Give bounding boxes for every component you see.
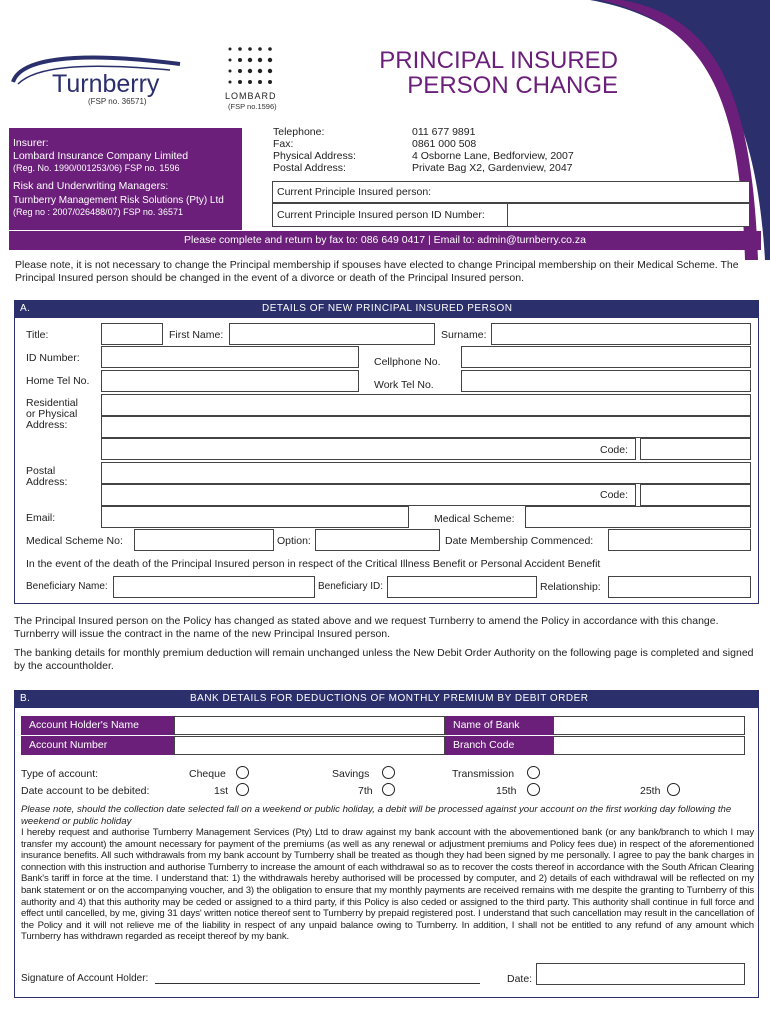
- turnberry-fsp: (FSP no. 36571): [88, 97, 147, 106]
- email-input[interactable]: [101, 506, 409, 528]
- beneficiary-note: In the event of the death of the Principal Insured person in respect of the Critical Illness Benefit or Personal Accident Benefit: [26, 558, 601, 570]
- signature-line[interactable]: [155, 983, 480, 984]
- first-name-input[interactable]: [229, 323, 435, 345]
- membership-note: Please note, it is not necessary to change the Principal membership if spouses have elected to change Principal membership on their Medical Scheme. The Principal Insured person should be changed in the event of a divorce or death of the Principal Insured person.: [15, 259, 739, 284]
- account-holder-input[interactable]: [174, 716, 445, 735]
- beneficiary-name-label: Beneficiary Name:: [26, 581, 108, 592]
- telephone-value: 011 677 9891: [412, 126, 476, 138]
- beneficiary-name-input[interactable]: [113, 576, 315, 598]
- postal-code-label: Code:: [600, 489, 629, 501]
- id-number-input[interactable]: [101, 346, 359, 368]
- insurer-name: Lombard Insurance Company Limited: [13, 150, 189, 162]
- current-principle-label: Current Principle Insured person:: [277, 186, 432, 198]
- beneficiary-id-input[interactable]: [387, 576, 537, 598]
- debit-1st-label: 1st: [214, 785, 229, 797]
- page-title: [340, 48, 618, 98]
- fax-banner: [9, 231, 761, 250]
- option-input[interactable]: [315, 529, 440, 551]
- account-number-input[interactable]: [174, 736, 445, 755]
- residential-line-2[interactable]: [101, 416, 751, 438]
- date-commenced-label: Date Membership Commenced:: [445, 535, 594, 547]
- branch-code-input[interactable]: [553, 736, 745, 755]
- postal-line-1[interactable]: [101, 462, 751, 484]
- rm-label: Risk and Underwriting Managers:: [13, 180, 169, 192]
- current-principle-id-field[interactable]: [272, 203, 750, 227]
- telephone-label: Telephone:: [273, 126, 325, 138]
- relationship-label: Relationship:: [540, 581, 601, 593]
- residential-code-input[interactable]: [640, 438, 751, 460]
- debit-7th-radio[interactable]: [382, 783, 395, 796]
- insurer-reg: (Reg. No. 1990/001253/06) FSP no. 1596: [13, 163, 180, 173]
- current-principle-id-label: Current Principle Insured person ID Number:: [277, 209, 485, 221]
- account-number-label: Account Number: [21, 736, 174, 755]
- insurer-panel: [9, 128, 242, 230]
- email-label: Email:: [26, 512, 56, 524]
- postal-label-1: Postal: [26, 465, 56, 477]
- work-tel-label: Work Tel No.: [374, 379, 434, 391]
- rm-reg: (Reg no : 2007/026488/07) FSP no. 36571: [13, 207, 183, 217]
- section-a-header: [14, 300, 759, 318]
- section-b-title: BANK DETAILS FOR DEDUCTIONS OF MONTHLY PREMIUM BY DEBIT ORDER: [190, 693, 589, 704]
- signature-label: Signature of Account Holder:: [21, 973, 149, 984]
- branch-code-label: Branch Code: [445, 736, 553, 755]
- surname-input[interactable]: [491, 323, 751, 345]
- physical-address-label: Physical Address:: [273, 150, 356, 162]
- section-a-title: DETAILS OF NEW PRINCIPAL INSURED PERSON: [262, 303, 513, 314]
- fax-banner-text: Please complete and return by fax to: 086 649 0417 | Email to: admin@turnberry.co.za: [184, 234, 586, 246]
- policy-change-note: The Principal Insured person on the Policy has changed as stated above and we request Turnberry to amend the Policy in accordance with this change. Turnberry will issue the contract in the name of the new Principal Insured person.: [14, 615, 719, 640]
- banking-note: The banking details for monthly premium deduction will remain unchanged unless the New Debit Order Authority on the following page is completed and signed by the accountholder.: [14, 647, 754, 672]
- residential-code-label: Code:: [600, 444, 629, 456]
- first-name-label: First Name:: [169, 329, 224, 341]
- title-input[interactable]: [101, 323, 163, 345]
- beneficiary-id-label: Beneficiary ID:: [318, 581, 384, 592]
- option-label: Option:: [277, 535, 311, 547]
- transmission-radio[interactable]: [527, 766, 540, 779]
- postal-label-2: Address:: [26, 476, 68, 488]
- cheque-radio[interactable]: [236, 766, 249, 779]
- postal-address-value: Private Bag X2, Gardenview, 2047: [412, 162, 573, 174]
- title-label: Title:: [26, 329, 49, 341]
- medical-scheme-input[interactable]: [525, 506, 751, 528]
- debit-authority-text: I hereby request and authorise Turnberry Management Services (Pty) Ltd to draw against my bank account with the abovementioned bank (or any bank/branch to which I may transfer my account) the amount necessary for payment of the premiums (as well as any renewal or adjustment premiums and Policy fees due) in respect of the aforementioned insurance benefits. All such withdrawals from my bank account by Turnberry shall be treated as though they had been signed by me personally. I agree to pay the bank charges in connection with this instruction and authorise Turnberry to increase the amount of each withdrawal so as to recover the costs thereof in accordance with the South African Clearing Bank's tariff in force at the time. I understand that: 1) the withdrawals hereby authorised will be processed by computer, and 2) details of each withdrawal will be reflected on my bank statement or on the accompanying voucher, and 3) the obligation to ensure that my monthly payments are received remains with me despite the granting to Turnberry of this authority and 4) that this authority may be ceded or assigned to a third party, if this Policy is also ceded or assigned to the third party. This authority shall continue in full force and effect until cancelled, by me, giving 31 days' written notice thereof sent to Turnberry by prepaid registered post. I understand that such cancellation may result in the cancellation of the Policy and it will not relieve me of the liability in respect of any unpaid balance owing to Turnberry. In addition, I shall not be entitled to any refund of any amount which Turnberry has withdrawn regarded as receipt thereof by my bank.: [21, 827, 754, 943]
- savings-label: Savings: [332, 768, 370, 780]
- page-title-line2: PERSON CHANGE: [407, 72, 618, 99]
- debit-date-label: Date account to be debited:: [21, 785, 150, 797]
- residential-line-1[interactable]: [101, 394, 751, 416]
- relationship-input[interactable]: [608, 576, 751, 598]
- bank-name-input[interactable]: [553, 716, 745, 735]
- work-tel-input[interactable]: [461, 370, 751, 392]
- date-label: Date:: [507, 973, 533, 985]
- postal-label: [26, 466, 67, 488]
- residential-label-3: Address:: [26, 419, 68, 431]
- section-a-letter: A.: [20, 303, 31, 314]
- cellphone-label: Cellphone No.: [374, 356, 441, 368]
- cheque-label: Cheque: [189, 768, 226, 780]
- physical-address-value: 4 Osborne Lane, Bedforview, 2007: [412, 150, 574, 162]
- postal-code-input[interactable]: [640, 484, 751, 506]
- home-tel-input[interactable]: [101, 370, 359, 392]
- residential-line-3[interactable]: [101, 438, 636, 460]
- savings-radio[interactable]: [382, 766, 395, 779]
- id-number-label: ID Number:: [26, 352, 80, 364]
- turnberry-logo-text: Turnberry: [52, 70, 160, 98]
- debit-15th-label: 15th: [496, 785, 517, 797]
- page-title-line1: PRINCIPAL INSURED: [379, 47, 618, 74]
- surname-label: Surname:: [441, 329, 487, 341]
- account-type-label: Type of account:: [21, 768, 99, 780]
- contact-labels: [273, 126, 356, 174]
- fax-value: 0861 000 508: [412, 138, 477, 150]
- bank-name-label: Name of Bank: [445, 716, 553, 735]
- rm-name: Turnberry Management Risk Solutions (Pty) Ltd: [13, 195, 224, 206]
- residential-label: [26, 398, 78, 431]
- postal-address-label: Postal Address:: [273, 162, 346, 174]
- medical-scheme-no-label: Medical Scheme No:: [26, 535, 123, 547]
- date-input[interactable]: [536, 963, 745, 985]
- section-b-header: [14, 690, 759, 708]
- weekend-note: Please note, should the collection date selected fall on a weekend or public holiday, a debit will be processed against your account on the first working day following the weekend or public holiday: [21, 804, 732, 827]
- debit-1st-radio[interactable]: [236, 783, 249, 796]
- insurer-label: Insurer:: [13, 137, 49, 149]
- postal-line-2[interactable]: [101, 484, 636, 506]
- debit-7th-label: 7th: [358, 785, 373, 797]
- contact-values: [412, 126, 574, 174]
- date-commenced-input[interactable]: [608, 529, 751, 551]
- debit-15th-radio[interactable]: [527, 783, 540, 796]
- home-tel-label: Home Tel No.: [26, 375, 90, 387]
- current-id-divider: [507, 203, 508, 227]
- medical-scheme-label: Medical Scheme:: [434, 513, 515, 525]
- lombard-logo-icon: [222, 44, 282, 94]
- account-holder-label: Account Holder's Name: [21, 716, 174, 735]
- transmission-label: Transmission: [452, 768, 515, 780]
- residential-label-2: or Physical: [26, 408, 78, 420]
- current-principle-field[interactable]: [272, 181, 750, 203]
- residential-label-1: Residential: [26, 397, 78, 409]
- lombard-logo-text: LOMBARD: [225, 91, 277, 101]
- section-b-letter: B.: [20, 693, 31, 704]
- cellphone-input[interactable]: [461, 346, 751, 368]
- medical-scheme-no-input[interactable]: [134, 529, 274, 551]
- lombard-fsp: (FSP no.1596): [228, 102, 277, 111]
- debit-25th-label: 25th: [640, 785, 661, 797]
- fax-label: Fax:: [273, 138, 294, 150]
- debit-25th-radio[interactable]: [667, 783, 680, 796]
